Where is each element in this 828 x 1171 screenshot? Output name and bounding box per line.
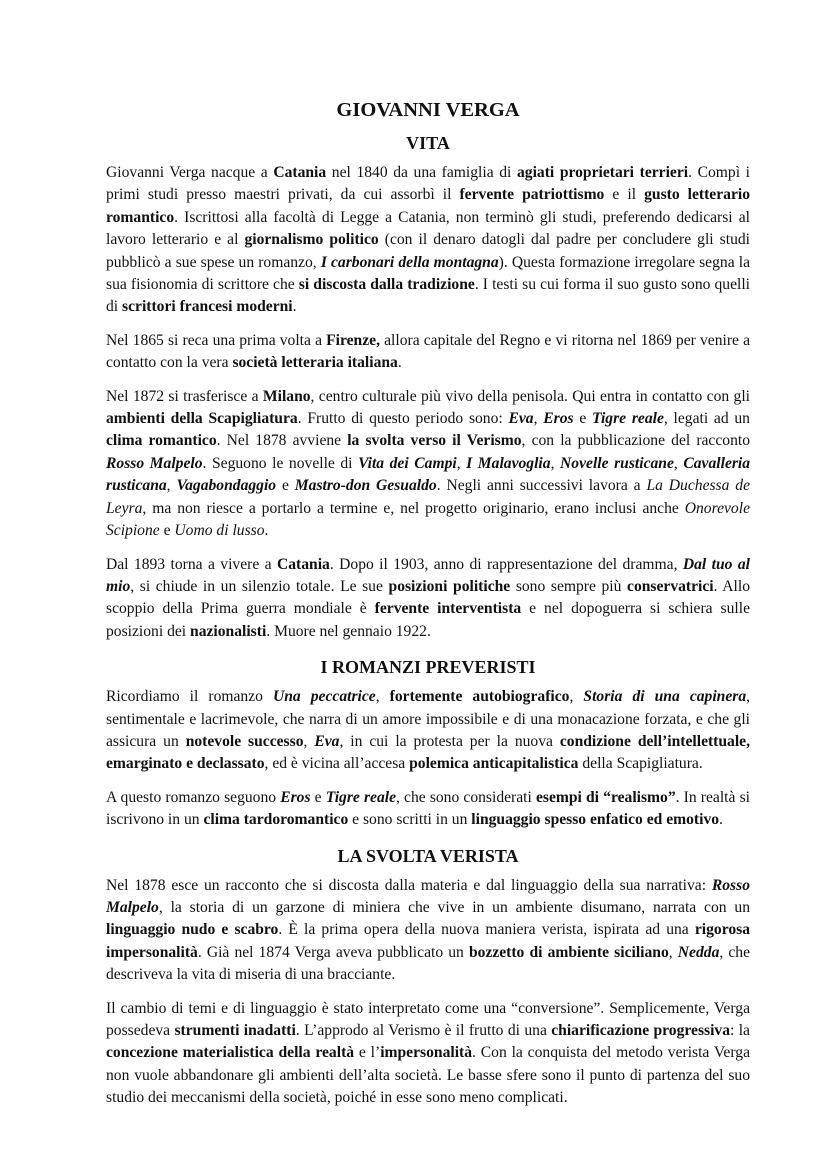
emphasis-text: società letteraria italiana (232, 354, 398, 372)
section-heading: VITA (406, 133, 450, 153)
paragraph: Dal 1893 torna a vivere a Catania. Dopo il 1903, anno di rappresentazione del dramma, Dal tuo al mio, si chiude in un silenzio totale. Le sue posizioni politiche sono sempre più conservatrici. Allo scoppio della Prima guerra mondiale è fervente interventista e nel dopoguerra si schiera sulle posizioni dei nazionalisti. Muore nel gennaio 1922. (106, 555, 751, 640)
emphasis-text: gusto letterario romantico (106, 186, 750, 226)
emphasis-text: fortemente autobiografico (389, 688, 570, 706)
emphasis-text: clima romantico (106, 432, 217, 450)
emphasis-text: La Duchessa de Leyra (106, 477, 751, 517)
emphasis-text: Tigre reale (325, 788, 396, 806)
emphasis-text: Uomo di lusso (174, 522, 265, 540)
emphasis-text: fervente interventista (374, 600, 522, 618)
emphasis-text: linguaggio spesso enfatico ed emotivo (471, 811, 720, 829)
emphasis-text: giornalismo politico (244, 231, 379, 249)
paragraph: A questo romanzo seguono Eros e Tigre reale, che sono considerati esempi di “realismo”. In realtà si iscrivono in un clima tardoromantico e sono scritti in un linguaggio spesso enfatico ed emotivo. (106, 788, 750, 829)
emphasis-text: Vagabondaggio (176, 477, 277, 495)
emphasis-text: nazionalisti (190, 622, 267, 640)
emphasis-text: Tigre reale (592, 410, 664, 428)
emphasis-text: Firenze, (326, 331, 380, 349)
emphasis-text: Una peccatrice (272, 688, 376, 706)
section-heading: I ROMANZI PREVERISTI (320, 657, 536, 678)
emphasis-text: ambienti della Scapigliatura (106, 410, 298, 428)
paragraph: Il cambio di temi e di linguaggio è stato interpretato come una “conversione”. Semplicemente, Verga possedeva strumenti inadatti. L’approdo al Verismo è il frutto di una chiarificazione progressiva: la concezione materialistica della realtà e l’impersonalità. Con la conquista del metodo verista Verga non vuole abbandonare gli ambienti dell’alta società. Le basse sfere sono il punto di partenza del suo studio dei meccanismi della società, poiché in esse sono meno complicati. (106, 999, 750, 1107)
emphasis-text: concezione materialistica della realtà (106, 1044, 355, 1062)
section-heading: LA SVOLTA VERISTA (337, 845, 519, 866)
emphasis-text: scrittori francesi moderni (122, 298, 293, 316)
emphasis-text: Eros (280, 788, 311, 806)
emphasis-text: Catania (273, 164, 327, 181)
emphasis-text: chiarificazione progressiva (551, 1022, 731, 1039)
paragraph: Ricordiamo il romanzo Una peccatrice, fortemente autobiografico, Storia di una capinera, sentimentale e lacrimevole, che narra di un amore impossibile e di una monacazione forzata, e che gli assicura un notevole successo, Eva, in cui la protesta per la nuova condizione dell’intellettuale, emarginato e declassato, ed è vicina all’accesa polemica anticapitalistica della Scapigliatura. (106, 688, 751, 773)
emphasis-text: clima tardoromantico (203, 811, 349, 829)
emphasis-text: esempi di “realismo” (535, 788, 676, 806)
emphasis-text: impersonalità (380, 1044, 473, 1062)
emphasis-text: fervente patriottismo (459, 186, 605, 204)
emphasis-text: Eros (543, 410, 574, 428)
paragraph: Giovanni Verga nacque a Catania nel 1840 da una famiglia di agiati proprietari terrieri. Compì i primi studi presso maestri privati, da cui assorbì il fervente patriottismo e il gusto letterario romantico. Iscrittosi alla facoltà di Legge a Catania, non terminò gli studi, preferendo dedicarsi al lavoro letterario e al giornalismo politico (con il denaro datogli dal padre per concludere gli studi pubblicò a sue spese un romanzo, I carbonari della montagna). Questa formazione irregolare segna la sua fisionomia di scrittore che si discosta dalla tradizione. I testi su cui forma il suo gusto sono quelli di scrittori francesi moderni. (106, 164, 751, 316)
paragraph: Nel 1872 si trasferisce a Milano, centro culturale più vivo della penisola. Qui entra in contatto con gli ambienti della Scapigliatura. Frutto di questo periodo sono: Eva, Eros e Tigre reale, legati ad un clima romantico. Nel 1878 avviene la svolta verso il Verismo, con la pubblicazione del racconto Rosso Malpelo. Seguono le novelle di Vita dei Campi, I Malavoglia, Novelle rusticane, Cavalleria rusticana, Vagabondaggio e Mastro-don Gesualdo. Negli anni successivi lavora a La Duchessa de Leyra, ma non riesce a portarlo a termine e, nel progetto originario, erano inclusi anche Onorevole Scipione e Uomo di lusso. (106, 387, 751, 540)
emphasis-text: Mastro-don Gesualdo (294, 477, 437, 495)
emphasis-text: agiati proprietari terrieri (516, 164, 689, 181)
emphasis-text: la svolta verso il Verismo (347, 432, 522, 450)
emphasis-text: Milano (262, 387, 311, 405)
emphasis-text: posizioni politiche (388, 577, 511, 595)
emphasis-text: Catania (276, 555, 330, 573)
document-title: GIOVANNI VERGA (336, 99, 520, 121)
emphasis-text: notevole successo (185, 732, 304, 750)
emphasis-text: Eva (314, 732, 340, 750)
emphasis-text: Eva (508, 410, 534, 428)
emphasis-text: Nedda (677, 943, 720, 961)
paragraph: Nel 1878 esce un racconto che si discosta dalla materia e dal linguaggio della sua narrativa: Rosso Malpelo, la storia di un garzone di miniera che vive in un ambiente disumano, narrata con un linguaggio nudo e scabro. È la prima opera della nuova maniera verista, ispirata ad una rigorosa impersonalità. Già nel 1874 Verga aveva pubblicato un bozzetto di ambiente siciliano, Nedda, che descriveva la vita di miseria di una bracciante. (106, 876, 751, 984)
emphasis-text: rigorosa impersonalità (106, 921, 750, 961)
emphasis-text: Vita dei Campi (358, 454, 457, 472)
emphasis-text: Rosso Malpelo (106, 454, 203, 472)
paragraph: Nel 1865 si reca una prima volta a Firenze, allora capitale del Regno e vi ritorna nel 1869 per venire a contatto con la vera società letteraria italiana. (106, 331, 750, 372)
emphasis-text: Storia di una capinera (583, 688, 747, 706)
document-body (106, 130, 750, 1110)
emphasis-text: Novelle rusticane (560, 454, 674, 472)
emphasis-text: strumenti inadatti (174, 1022, 296, 1039)
emphasis-text: I Malavoglia (466, 454, 551, 472)
emphasis-text: linguaggio nudo e scabro (106, 921, 279, 939)
emphasis-text: bozzetto di ambiente siciliano (468, 943, 669, 961)
emphasis-text: condizione dell’intellettuale, emarginato e declassato (106, 732, 750, 773)
emphasis-text: polemica anticapitalistica (409, 755, 579, 773)
emphasis-text: si discosta dalla tradizione (298, 276, 475, 294)
emphasis-text: I carbonari della montagna (320, 253, 499, 271)
emphasis-text: Onorevole Scipione (106, 499, 750, 540)
emphasis-text: Dal tuo al mio (106, 555, 751, 595)
emphasis-text: Cavalleria rusticana (106, 454, 751, 495)
emphasis-text: Rosso Malpelo (106, 876, 750, 916)
emphasis-text: conservatrici (627, 577, 714, 595)
